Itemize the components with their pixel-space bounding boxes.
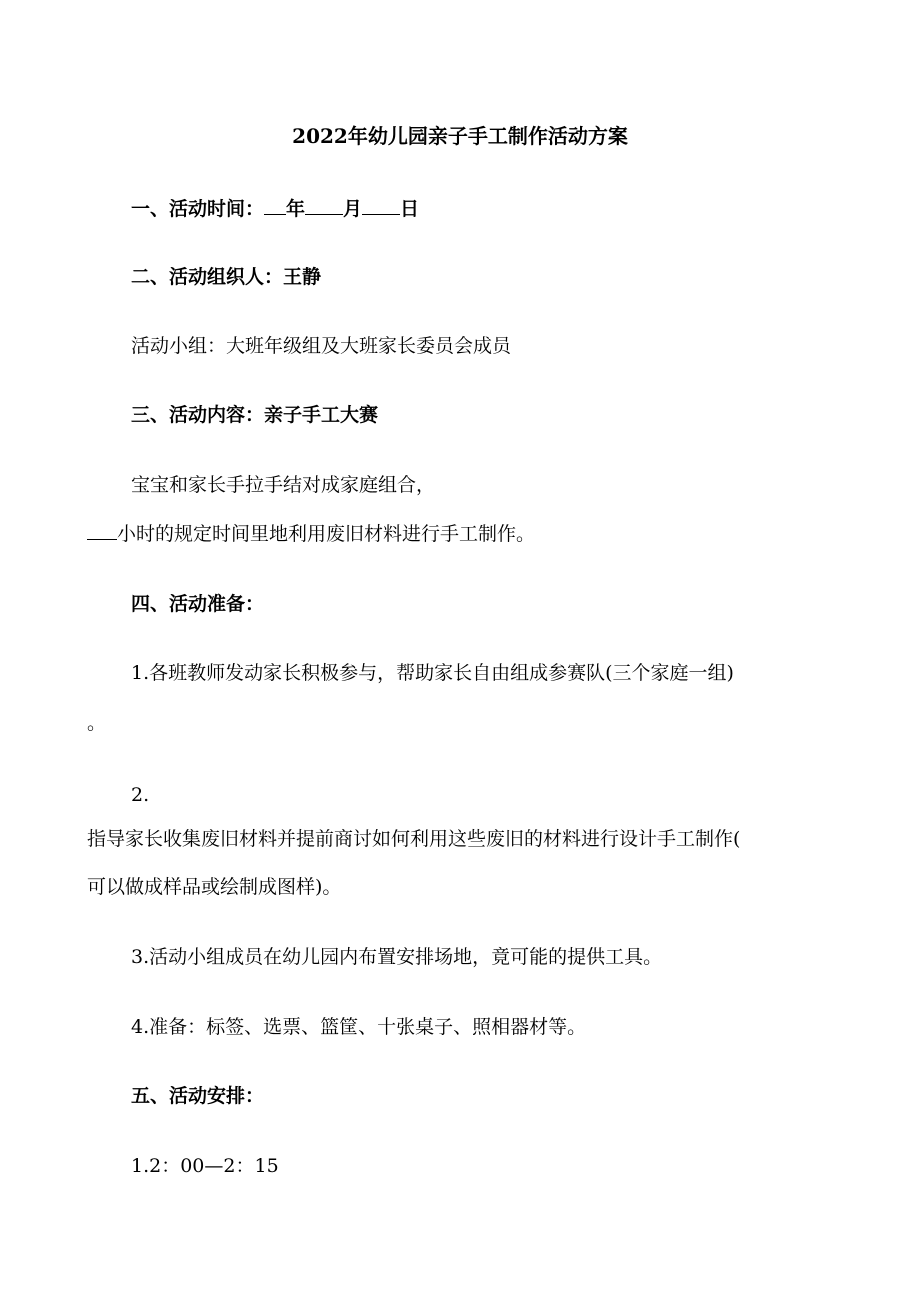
- activity-group-line: 活动小组：大班年级组及大班家长委员会成员: [131, 335, 512, 357]
- schedule-item-1: 1.2：00—2：15: [131, 1155, 279, 1177]
- section-5-heading: 五、活动安排：: [131, 1085, 265, 1107]
- section-4-heading: 四、活动准备：: [131, 593, 265, 615]
- day-blank: [362, 196, 400, 215]
- document-title: 2022年幼儿园亲子手工制作活动方案: [292, 124, 628, 148]
- year-blank: [264, 196, 286, 215]
- section-2-heading: 二、活动组织人：王静: [131, 266, 322, 288]
- year-text: 年: [286, 198, 306, 220]
- section-1-heading: [131, 196, 419, 221]
- prep-item-3: 3.活动小组成员在幼儿园内布置安排场地，竟可能的提供工具。: [131, 946, 663, 968]
- month-text: 月: [343, 198, 363, 220]
- prep-item-1-line-1: 1.各班教师发动家长积极参与，帮助家长自由组成参赛队(三个家庭一组): [131, 662, 734, 684]
- prep-item-4: 4.准备：标签、选票、篮筐、十张桌子、照相器材等。: [131, 1016, 587, 1038]
- section-3-paragraph-line-1: 宝宝和家长手拉手结对成家庭组合，: [131, 474, 436, 496]
- prep-item-1-line-2: 。: [87, 712, 107, 734]
- prep-item-2-line-1: 指导家长收集废旧材料并提前商讨如何利用这些废旧的材料进行设计手工制作(: [87, 828, 741, 850]
- prep-item-2-line-2: 可以做成样品或绘制成图样)。: [87, 876, 342, 898]
- section-3-paragraph-line-2: [87, 521, 535, 546]
- month-blank: [305, 196, 343, 215]
- hours-blank: [87, 521, 117, 540]
- section-3-heading: 三、活动内容：亲子手工大赛: [131, 404, 379, 426]
- prep-item-2-number: 2.: [131, 784, 150, 806]
- section-3-paragraph-line-2-text: 小时的规定时间里地利用废旧材料进行手工制作。: [117, 523, 536, 545]
- day-text: 日: [400, 198, 420, 220]
- section-1-label: 一、活动时间：: [131, 198, 265, 220]
